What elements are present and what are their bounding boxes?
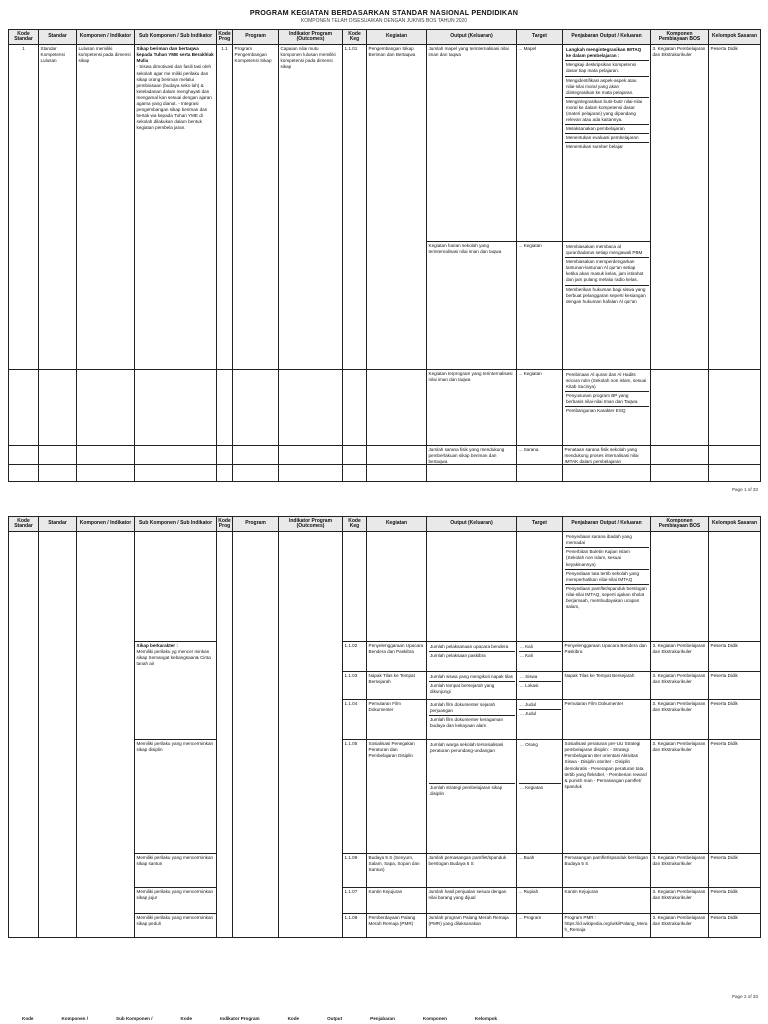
penjabaran-item: Penyediaan tata tertib sekolah yang memperhatikan nilai-nilai IMTAQ [565, 570, 649, 585]
output: Jumlah program Palang Merah Remaja (PMR) yang dilaksanakan [427, 914, 517, 938]
penjabaran: Napak Tilas ke Tempat Bersejarah [563, 672, 651, 700]
table-row [9, 370, 761, 446]
target-item: ... Orang [519, 741, 561, 784]
sub-komponen-body: - Siswa dimotivasi dan fasili tasi oleh sekolah agar me miliki perilaku dan sikap orang beriman melalui pembiasaan (budaya seko lah) & keteladanan dalam menghayati dan mengamal kan sesuai dengan ajaran agama yang dianut. - Integrasi pengembangan sikap beriman dan bertak wa kepada Tuhan YME di sekolah dilakukan dalam bentuk kegiatan pembela jaran. [136, 64, 212, 131]
output-item: Jumlah tempat bersejarah yang dikunjungi [430, 683, 495, 695]
output [427, 700, 517, 740]
kode-keg: 1.1.02 [343, 642, 367, 672]
header-cell: Kode Standar [9, 30, 39, 45]
penjabaran-item: Mengkaji deskripsikan kompetensi dasar tiap mata pelajaran. [565, 61, 649, 76]
kelompok-sasaran: Peserta Didik [709, 672, 761, 700]
sub-komponen: Memiliki perilaku yang mencerminkan sikap santun [135, 854, 217, 888]
penjabaran-item: Mengidentifikasi aspek-aspek atau nilai-nilai moral yang akan diintegrasikan ke mata pelajaran. [565, 77, 649, 98]
kelompok-sasaran: Peserta Didik [709, 740, 761, 854]
header-cell: Komponen / Indikator [77, 517, 135, 532]
kode-keg: 1.1.01 [343, 45, 367, 465]
output [427, 740, 517, 854]
program-table-page-2 [8, 516, 761, 938]
header-cell: Indikator Program (Outcomes) [279, 30, 343, 45]
komponen: Lulusan memiliki kompetensi pada dimensi sikap [77, 45, 135, 465]
header-cell: Kode Prog [217, 517, 233, 532]
output-item: Jumlah warga sekolah tersosialisasi peraturan perundang-undangan [429, 741, 515, 784]
target-item: ... Judul [519, 701, 561, 710]
kegiatan: Kantin Kejujuran [367, 888, 427, 914]
header-cell: Penjabaran Output / Keluaran [563, 517, 651, 532]
komponen-bos: 3. Kegiatan Pembelajaran dan Ekstrakurikuler [651, 642, 709, 672]
header-cell: Kode [287, 1016, 300, 1021]
kelompok-sasaran: Peserta Didik [709, 45, 761, 465]
header-cell: Kode [180, 1016, 193, 1021]
header-cell: Indikator Program (Outcomes) [279, 517, 343, 532]
header-cell: Kode [22, 1016, 34, 1021]
header-cell: Kelompok Sasaran [709, 517, 761, 532]
output-item: Jumlah pelaksanaan upacara bendera [429, 643, 515, 652]
kode-standar: 1 [9, 45, 39, 465]
penjabaran-item: Penyediaan pamflet/spanduk berslogan nilai-nilai IMTAQ, seperti ajakan sholat berjamaah, membudayakan ucapan salam, [566, 585, 647, 610]
page-3-header-partial [8, 1016, 760, 1024]
header-cell: Sub Komponen / [116, 1016, 153, 1021]
output [427, 672, 517, 700]
kegiatan: Sosialisasi Penegakan Peraturan dan Pembelajaran Disiplin [367, 740, 427, 854]
sub-komponen-title: Sikap beriman dan bertaqwa kepada Tuhan YME serta Berakhlak Mulia [136, 46, 214, 64]
output [427, 642, 517, 672]
penjabaran-item: Menentukan evaluasi pembelajaran [565, 134, 649, 143]
kelompok-sasaran: Peserta Didik [709, 854, 761, 888]
kegiatan: Pemutaran Film Dokumenter [367, 700, 427, 740]
kode-keg: 1.1.04 [343, 700, 367, 740]
output: Jumlah sarana fisik yang mendukung pemberlakuan sikap beriman dan bertaqwa [427, 446, 517, 482]
penjabaran-item: Memberikan hukuman bagi siswa yang berbuat pelanggaran seperti kesiangan dengan hukuman hafalan Al qur'an [566, 286, 646, 304]
header-cell: Program [233, 517, 279, 532]
header-cell: Komponen [422, 1016, 447, 1021]
output-item: Jumlah film dokumenter sejarah perjuangan [429, 701, 515, 716]
indikator-program: Capaian nilai mutu komponen lulusan memiliki kompetensi pada dimensi sikap [279, 45, 343, 465]
penjabaran-item: Penyediaan sarana ibadah yang memadai [565, 533, 649, 548]
kegiatan: Napak Tilas ke Tempat Bersejarah [367, 672, 427, 700]
penjabaran-item: Penyusunan program BP yang berbasis nilai-nilai Iman dan Taqwa [565, 392, 649, 407]
output: Kegiatan harian sekolah yang terinternalisasi nilai iman dan taqwa [427, 242, 517, 370]
penjabaran: Program PMR : https://id.wikipedia.org/wiki/Palang_Merah_Remaja [563, 914, 651, 938]
penjabaran [563, 532, 651, 642]
kode-keg: 1.1.06 [343, 854, 367, 888]
program: Program Pengembangan Kompetensi Sikap [233, 45, 279, 465]
header-cell: Penjabaran Output / Keluaran [563, 30, 651, 45]
komponen-bos: 3. Kegiatan Pembelajaran dan Ekstrakurikuler [651, 672, 709, 700]
penjabaran-item: Mengintegrasikan butir-butir nilai-nilai moral ke dalam kompetensi dasar (materi pelajaran) yang dipandang relevan atau ada kaitannya. [565, 98, 649, 125]
kegiatan: Pengembangan Sikap Beriman dan Bertaqwa [367, 45, 427, 465]
kelompok-sasaran: Peserta Didik [709, 888, 761, 914]
penjabaran-item: Pembangunan Karakter ESQ [566, 408, 626, 414]
kegiatan: Budaya 5 S (Senyum, Salam, Sapa, Sopan dan Santun) [367, 854, 427, 888]
komponen-bos: 3. Kegiatan Pembelajaran dan Ekstrakurikuler [651, 888, 709, 914]
komponen-bos: 3. Kegiatan Pembelajaran dan Ekstrakurikuler [651, 854, 709, 888]
komponen-bos: 3. Kegiatan Pembelajaran dan Ekstrakurikuler [651, 914, 709, 938]
target: ... Kegiatan [517, 242, 563, 370]
header-cell: Kode Keg [343, 30, 367, 45]
table-row [9, 446, 761, 482]
standar: Standar Kompetensi Lulusan [39, 45, 77, 465]
penjabaran-item: Menentukan sumber belajar [566, 144, 623, 150]
header-cell: Output (Keluaran) [427, 30, 517, 45]
target [517, 672, 563, 700]
target-item: ... Judul [520, 711, 537, 717]
penjabaran: Pemasangan pamflet/spanduk berslogan Budaya 5 S [563, 854, 651, 888]
header-cell: Standar [39, 517, 77, 532]
penjabaran: Pemutaran Film Dokumenter [563, 700, 651, 740]
target [517, 740, 563, 854]
target: ... Sarana [517, 446, 563, 482]
table-header [9, 30, 761, 45]
header-cell: Indikator Program [220, 1016, 260, 1021]
page-number: Page 1 of 33 [731, 487, 758, 492]
table-header [9, 517, 761, 532]
header-cell: Komponen / [61, 1016, 89, 1021]
kode-keg: 1.1.03 [343, 672, 367, 700]
target: ... Kegiatan [517, 370, 563, 446]
target: ... Buah [517, 854, 563, 888]
penjabaran-item: Membiasakan memperdengarkan lantunan-lantunan Al qur'an setiap ketika akan masuk kelas, jam istirahat dan jam pulang melalui radio kelas. [565, 258, 649, 285]
header-cell: Penjabaran [370, 1016, 395, 1021]
target [517, 642, 563, 672]
sub-komponen: Memiliki perilaku yang mencerminkan sikap peduli [135, 914, 217, 938]
header-cell: Sub Komponen / Sub Indikator [135, 517, 217, 532]
document-title: PROGRAM KEGIATAN BERDASARKAN STANDAR NASIONAL PENDIDIKAN [249, 8, 519, 17]
penjabaran-title: Langkah mengintegrasikan IMTAQ ke dalam pembelajaran : [565, 46, 649, 61]
target: ... Mapel [517, 45, 563, 465]
target-item: ... Kali [519, 643, 561, 652]
header-cell: Kelompok Sasaran [709, 30, 761, 45]
document-subtitle: KOMPONEN TELAH DISESUAIKAN DENGAN JUKNIS BOS TAHUN 2020 [300, 18, 468, 24]
header-cell: Kode Keg [343, 517, 367, 532]
header-cell: Komponen Pembiayaan BOS [651, 517, 709, 532]
target [517, 700, 563, 740]
komponen-bos: 3. Kegiatan Pembelajaran dan Ekstrakurikuler [651, 700, 709, 740]
penjabaran-item: Membiasakan membaca al quran/tadarus setiap mengawali PBM [565, 243, 649, 258]
komponen-bos: 3. Kegiatan Pembelajaran dan Ekstrakurikuler [651, 45, 709, 465]
kode-prog: 1.1 [217, 45, 233, 465]
header-cell: Kode Standar [9, 517, 39, 532]
output: Kegiatan terprogram yang terinternalisasi nilai iman dan taqwa [427, 370, 517, 446]
header-cell: Kegiatan [367, 517, 427, 532]
output-item: Jumlah film dokumenter keragaman budaya dan kekayaan alam [430, 717, 504, 729]
table-row [9, 532, 761, 642]
kode-keg: 1.1.07 [343, 888, 367, 914]
penjabaran-item: Melaksanakan pembelajaran [565, 125, 649, 134]
kegiatan: Penyelenggaraan Upacara Bendera dan Paskibra [367, 642, 427, 672]
penjabaran: Penataan sarana fisik sekolah yang mendukung proses internalisasi nilai IMTAK dalam pembelajaran [563, 446, 651, 482]
target-item: ... Lokasi [520, 683, 539, 689]
kegiatan: Pemberdayaan Palang Merah Remaja (PMR) [367, 914, 427, 938]
header-cell: Standar [39, 30, 77, 45]
sub-komponen-title: Sikap berkarakter : [136, 643, 178, 649]
program-table-page-1-lower [8, 241, 761, 482]
target-item: ... Kegiatan [520, 785, 544, 791]
kelompok-sasaran: Peserta Didik [709, 700, 761, 740]
header-cell: Target [517, 30, 563, 45]
penjabaran: Penyelenggaraan Upacara Bendera dan Paskibra [563, 642, 651, 672]
output-item: Jumlah siswa yang mengikuti napak tilas [429, 673, 515, 682]
header-cell: Output (Keluaran) [427, 517, 517, 532]
header-cell: Sub Komponen / Sub Indikator [135, 30, 217, 45]
output-item: Jumlah pelaksaan paskibra [430, 653, 486, 659]
kode-keg: 1.1.05 [343, 740, 367, 854]
target: ... Rupiah [517, 888, 563, 914]
header-cell: Target [517, 517, 563, 532]
header-cell: Program [233, 30, 279, 45]
page-2 [8, 516, 760, 999]
header-cell: Komponen / Indikator [77, 30, 135, 45]
sub-komponen [135, 642, 217, 740]
penjabaran: Kantin Kejujuran [563, 888, 651, 914]
target: ... Program [517, 914, 563, 938]
penjabaran-item: Penerbitan Buletin Kajian Islam (Sekolah non islam, sesuai keyakinannya) [565, 548, 649, 569]
kode-keg: 1.1.08 [343, 914, 367, 938]
header-cell: Kegiatan [367, 30, 427, 45]
output: Jumlah mapel yang terinternalisasi nilai iman dan taqwa [427, 45, 517, 465]
target-item: ... Kali [520, 653, 533, 659]
kelompok-sasaran: Peserta Didik [709, 642, 761, 672]
penjabaran: Sosialisasi peraturan per-UU Strategi pembelajaran disiplin: - Strategi Pembelajaran Ber orientasi Aktivitas Siswa - Disiplin otoriter - Disiplin demokratis - Penerapan peraturan tata tertib yang fleksibel, - Pemberian reward & punish man - Pemasangan pamflet/ spanduk [563, 740, 651, 854]
penjabaran [563, 242, 651, 370]
kelompok-sasaran: Peserta Didik [709, 914, 761, 938]
table-row [9, 242, 761, 370]
penjabaran [563, 370, 651, 446]
sub-komponen: Memiliki perilaku yang mencerminkan sikap jujur [135, 888, 217, 914]
header-cell: Kode Prog [217, 30, 233, 45]
penjabaran-item: Pembinaan Al quran dan Al Hadits secara rutin (Sekolah non islam, sesuai Kitab Sucinya) [565, 371, 649, 392]
page-1-continuation [8, 241, 760, 492]
header-cell: Komponen Pembiayaan BOS [651, 30, 709, 45]
komponen-bos: 3. Kegiatan Pembelajaran dan Ekstrakurikuler [651, 740, 709, 854]
page-number: Page 2 of 33 [731, 994, 758, 999]
header-cell: Output [327, 1016, 343, 1021]
target-item: ... Siswa [519, 673, 561, 682]
sub-komponen: Memiliki perilaku yang mencerminkan sikap disiplin [135, 740, 217, 854]
header-cell: Kelompok [474, 1016, 498, 1021]
output: Jumlah hasil penjualan sesuai dengan nilai barang yang dijual [427, 888, 517, 914]
sub-komponen-body: Memiliki perilaku yg mencer minkan sikap Semangat kebangsaan& Cinta tanah air [136, 649, 211, 667]
output-item: Jumlah strategi pembelajaran sikap disiplin [430, 785, 503, 797]
output: Jumlah pemasangan pamflet/spanduk berslogan Budaya 5 S [427, 854, 517, 888]
